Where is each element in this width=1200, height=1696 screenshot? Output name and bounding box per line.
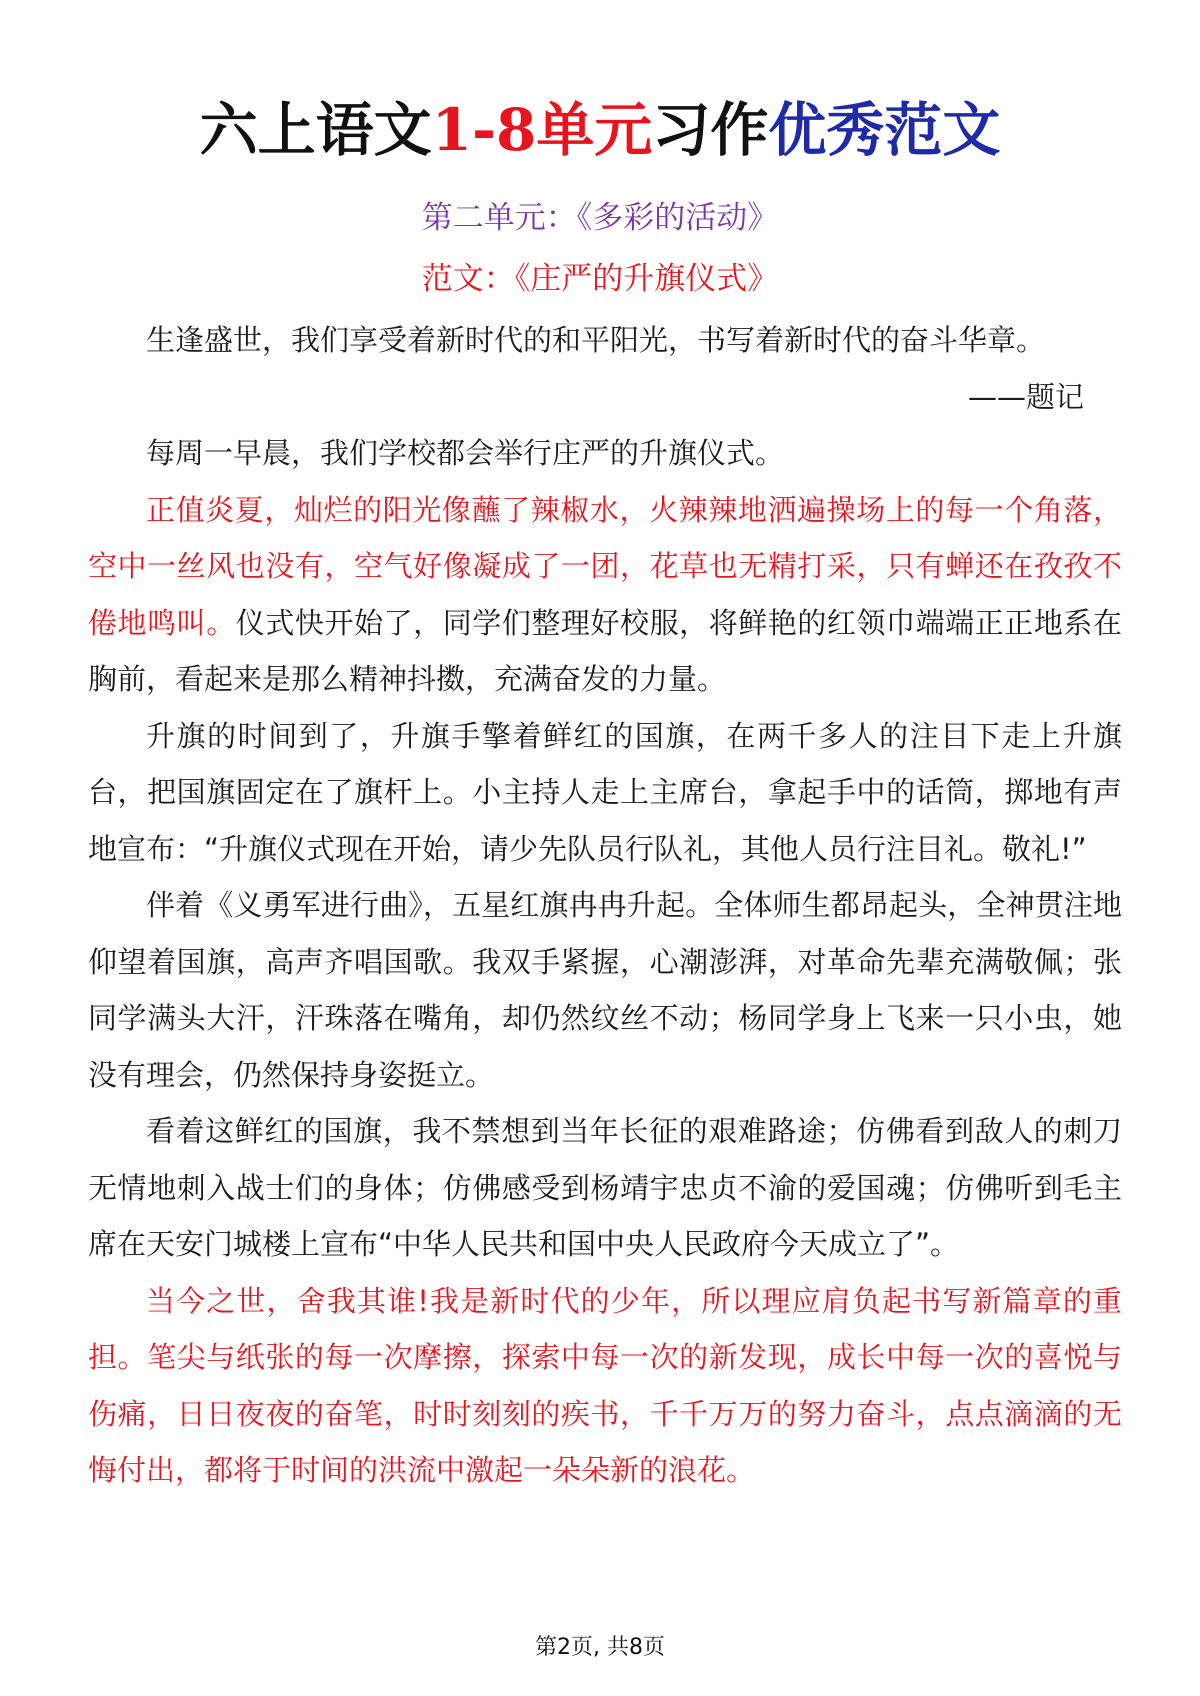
paragraph-1: 每周一早晨，我们学校都会举行庄严的升旗仪式。 — [146, 436, 785, 470]
paragraph-3: 升旗的时间到了，升旗手擎着鲜红的国旗，在两千多人的注目下走上升旗台，把国旗固定在了旗杆上。小主持人走上主席台，拿起手中的话筒，掷地有声地宣布：“升旗仪式现在开始，请少先队员行队礼，其他人员行注目礼。敬礼!” — [88, 718, 1122, 866]
title-part-writing: 习作 — [652, 96, 769, 164]
paragraph-2 — [88, 482, 1122, 708]
paragraph-6: 当今之世，舍我其谁!我是新时代的少年，所以理应肩负起书写新篇章的重担。笔尖与纸张的每一次摩擦，探索中每一次的新发现，成长中每一次的喜悦与伤痛，日日夜夜的奋笔，时时刻刻的疾书，千千万万的努力奋斗，点点滴滴的无悔付出，都将于时间的洪流中激起一朵朵新的浪花。 — [88, 1283, 1122, 1487]
paragraph-2-highlight: 正值炎夏，灿烂的阳光像蘸了辣椒水，火辣辣地洒遍操场上的每一个角落，空中一丝风也没有，空气好像凝成了一团，花草也无精打采，只有蝉还在孜孜不倦地鸣叫。 — [88, 492, 1122, 640]
epigraph: 生逢盛世，我们享受着新时代的和平阳光，书写着新时代的奋斗华章。 — [146, 323, 1046, 357]
document-title — [0, 92, 1200, 168]
title-part-grade: 六上语文 — [199, 96, 432, 164]
title-part-excellent: 优秀范文 — [768, 96, 1001, 164]
essay-body — [88, 312, 1122, 1499]
page-number: 第2页, 共8页 — [535, 1635, 665, 1660]
essay-heading: 范文：《庄严的升旗仪式》 — [421, 261, 779, 297]
paragraph-5: 看着这鲜红的国旗，我不禁想到当年长征的艰难路途；仿佛看到敌人的刺刀无情地刺入战士们的身体；仿佛感受到杨靖宇忠贞不渝的爱国魂；仿佛听到毛主席在天安门城楼上宣布“中华人民共和国中央人民政府今天成立了”。 — [88, 1114, 1122, 1261]
paragraph-2-rest: 仪式快开始了，同学们整理好校服，将鲜艳的红领巾端端正正地系在胸前，看起来是那么精神抖擞，充满奋发的力量。 — [88, 605, 1122, 696]
epigraph-signature: ——题记 — [967, 379, 1084, 414]
unit-heading: 第二单元：《多彩的活动》 — [421, 200, 779, 236]
paragraph-4: 伴着《义勇军进行曲》，五星红旗冉冉升起。全体师生都昂起头，全神贯注地仰望着国旗，高声齐唱国歌。我双手紧握，心潮澎湃，对革命先辈充满敬佩；张同学满头大汗，汗珠落在嘴角，却仍然纹丝不动；杨同学身上飞来一只小虫，她没有理会，仍然保持身姿挺立。 — [88, 888, 1122, 1092]
title-part-units: 1-8单元 — [431, 96, 653, 164]
